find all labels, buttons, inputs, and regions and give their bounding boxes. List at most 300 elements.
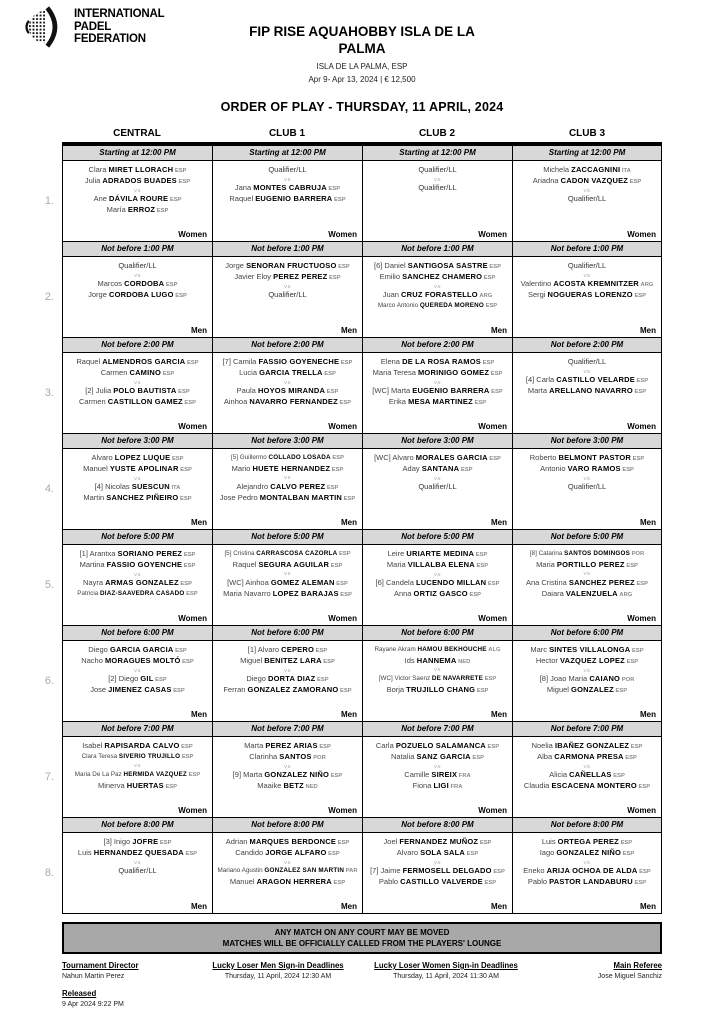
player-first-name: Manuel (83, 463, 110, 473)
vs-label: VS (133, 272, 141, 278)
match-cell (512, 257, 662, 338)
ll-men-deadline-label: Lucky Loser Men Sign-in Deadlines (212, 960, 344, 970)
tournament-director-block (62, 961, 194, 980)
player-country: ESP (185, 359, 199, 366)
match-row (62, 449, 662, 530)
player-last-name: HANNEMA (416, 655, 457, 665)
vs-label: VS (283, 379, 291, 385)
match-time-header: Not before 3:00 PM (362, 434, 512, 449)
team-block (516, 741, 658, 763)
player-line (66, 464, 209, 475)
category-label: Women (627, 229, 656, 239)
match-row (62, 161, 662, 242)
vs-label: VS (133, 763, 141, 769)
player-line (216, 837, 359, 848)
category-label: Men (640, 517, 656, 527)
player-first-name: Pablo (378, 876, 401, 886)
player-last-name: MIRET LLORACH (108, 164, 174, 174)
player-country: ESP (624, 658, 639, 665)
vs-label: VS (283, 283, 291, 289)
player-line (216, 357, 359, 368)
player-first-name: Camille (404, 769, 432, 779)
player-last-name: URIARTE MEDINA (406, 548, 475, 558)
player-last-name: YUSTE APOLINAR (109, 463, 179, 473)
player-last-name: PASTOR LANDABURU (549, 876, 633, 886)
player-line (366, 837, 509, 848)
team-block (366, 549, 509, 571)
player-country: ESP (634, 580, 649, 587)
player-country: ESP (168, 196, 182, 203)
player-country: ESP (322, 370, 336, 377)
player-line (516, 165, 658, 176)
match-time-header: Not before 5:00 PM (362, 530, 512, 545)
match-time-header: Not before 1:00 PM (212, 242, 362, 257)
player-last-name: PORTILLO PEREZ (556, 559, 625, 569)
player-line (66, 397, 209, 408)
logo-line-2: PADEL (74, 20, 112, 33)
ipf-logo-text (74, 8, 164, 45)
player-line (366, 589, 509, 600)
match-cell (62, 449, 212, 530)
player-line (516, 386, 658, 397)
player-line (216, 589, 359, 600)
player-line (66, 741, 209, 752)
player-last-name: CASTILLO VALVERDE (400, 876, 483, 886)
player-first-name: Jorge (88, 289, 109, 299)
court-header-central: CENTRAL (113, 127, 161, 139)
vs-label: VS (433, 859, 441, 865)
team-block (216, 741, 359, 763)
player-last-name: FERMOSELL DELGADO (402, 865, 492, 875)
match-time-header: Starting at 12:00 PM (362, 146, 512, 161)
match-cell (62, 833, 212, 914)
player-first-name: Ainhoa (223, 396, 250, 406)
player-country: ESP (491, 868, 505, 875)
player-country: ESP (171, 687, 185, 694)
player-first-name: Pablo (527, 876, 550, 886)
team-block (216, 549, 359, 571)
team-block (366, 674, 509, 696)
player-country: ESP (467, 591, 482, 598)
player-line (366, 301, 509, 312)
player-country: ESP (472, 399, 487, 406)
player-country: ESP (317, 743, 331, 750)
player-last-name: DÁVILA ROURE (109, 193, 169, 203)
player-last-name: VALENZUELA (565, 588, 618, 598)
category-label: Men (640, 325, 656, 335)
match-cell (212, 257, 362, 338)
player-first-name: [4] Carla (525, 374, 557, 384)
team-block (66, 279, 209, 301)
schedule-row-group (44, 434, 662, 530)
player-first-name: Marc (530, 644, 550, 654)
player-last-name: SOLA SALA (420, 847, 465, 857)
player-last-name: GONZALEZ (571, 684, 614, 694)
player-line (216, 453, 359, 464)
match-time-header: Not before 8:00 PM (62, 818, 212, 833)
player-country: NED (456, 658, 471, 665)
player-last-name: VAZQUEZ LOPEZ (560, 655, 625, 665)
player-country: ITA (620, 167, 631, 174)
category-label: Men (491, 517, 507, 527)
match-time-header: Starting at 12:00 PM (212, 146, 362, 161)
player-line (216, 560, 359, 571)
match-time-header: Not before 6:00 PM (62, 626, 212, 641)
team-block (366, 866, 509, 888)
player-first-name: Juan (382, 289, 402, 299)
player-line (66, 549, 209, 560)
vs-label: VS (283, 763, 291, 769)
player-first-name: Alejandro (236, 481, 271, 491)
player-first-name: Natalia (391, 751, 417, 761)
player-first-name: Jose Pedro (219, 492, 260, 502)
player-last-name: DIAZ-SAAVEDRA CASADO (100, 589, 185, 597)
player-line (366, 781, 509, 792)
player-first-name: Miguel (546, 684, 572, 694)
qualifier-label: Qualifier/LL (567, 356, 607, 366)
player-first-name: [7] Camila (222, 356, 259, 366)
qualifier-label: Qualifier/LL (567, 193, 607, 203)
category-label: Women (178, 229, 207, 239)
notice-line-1: ANY MATCH ON ANY COURT MAY BE MOVED (274, 927, 450, 937)
match-cell (212, 449, 362, 530)
player-country: ESP (325, 484, 339, 491)
player-country: ESP (487, 263, 501, 270)
match-cell (362, 353, 512, 434)
player-first-name: Jose (90, 684, 109, 694)
category-label: Men (191, 709, 207, 719)
player-line (516, 781, 658, 792)
player-last-name: DE LA ROSA RAMOS (402, 356, 481, 366)
player-line (66, 482, 209, 493)
player-first-name: [5] Guillermo (231, 453, 269, 461)
ipf-logo-mark (22, 4, 68, 50)
team-block (366, 453, 509, 475)
player-line (66, 194, 209, 205)
team-block (366, 261, 509, 283)
player-country: ESP (636, 783, 651, 790)
player-first-name: Carmen (78, 396, 108, 406)
player-first-name: Ariadna (532, 175, 561, 185)
team-block (516, 837, 658, 859)
player-line (366, 645, 509, 656)
player-country: ESP (623, 754, 637, 761)
match-cell (362, 449, 512, 530)
player-line (216, 464, 359, 475)
qualifier-label: Qualifier/LL (118, 260, 157, 270)
player-first-name: Hector (535, 655, 560, 665)
player-country: ESP (487, 455, 501, 462)
vs-label: VS (583, 571, 591, 577)
category-label: Women (328, 421, 357, 431)
player-first-name: Martina (79, 559, 107, 569)
player-last-name: CAMINO (129, 367, 162, 377)
player-first-name: Joel (383, 836, 400, 846)
player-last-name: GIL (140, 673, 154, 683)
match-cell (512, 353, 662, 434)
player-last-name: SANCHEZ PIÑEIRO (106, 492, 179, 502)
team-block (216, 674, 359, 696)
match-time-header: Not before 7:00 PM (362, 722, 512, 737)
player-country: ESP (326, 850, 340, 857)
match-time-header: Not before 1:00 PM (362, 242, 512, 257)
event-location: ISLA DE LA PALMA, ESP (316, 61, 408, 71)
category-label: Men (640, 901, 656, 911)
player-first-name: Ane (93, 193, 109, 203)
qualifier-label: Qualifier/LL (268, 289, 307, 299)
row-number: 8. (44, 866, 54, 879)
player-country: ESP (182, 551, 196, 558)
player-first-name: [WC] Alvaro (374, 452, 416, 462)
player-first-name: [WC] Victor Saenz (378, 674, 432, 682)
vs-label: VS (583, 272, 591, 278)
player-first-name: [5] Cristina (224, 549, 257, 557)
match-cell (362, 161, 512, 242)
player-line (366, 848, 509, 859)
player-country: ESP (173, 292, 187, 299)
player-first-name: [9] Marta (232, 769, 265, 779)
main-referee-label: Main Referee (613, 960, 662, 970)
match-time-header: Not before 6:00 PM (512, 626, 662, 641)
team-block (216, 770, 359, 792)
player-line (216, 877, 359, 888)
player-country: ESP (315, 676, 329, 683)
player-country: ESP (632, 292, 647, 299)
category-label: Men (191, 325, 207, 335)
player-first-name: [2] Diego (108, 673, 141, 683)
event-dates-prize: Apr 9- Apr 13, 2024 | € 12,500 (308, 74, 416, 84)
player-first-name: [WC] Ainhoa (227, 577, 271, 587)
player-line (66, 205, 209, 216)
match-cell (62, 737, 212, 818)
schedule-row-group (44, 626, 662, 722)
match-cell (512, 545, 662, 626)
player-last-name: MORINIGO GOMEZ (417, 367, 490, 377)
player-first-name: Fiona (412, 780, 434, 790)
player-country: ESP (183, 850, 198, 857)
category-label: Women (178, 613, 207, 623)
player-first-name: Diego (88, 644, 110, 654)
player-first-name: Ids (404, 655, 417, 665)
match-cell (62, 641, 212, 722)
player-line (366, 877, 509, 888)
player-line (516, 290, 658, 301)
team-block (216, 866, 359, 888)
player-line (216, 261, 359, 272)
vs-label: VS (283, 667, 291, 673)
player-country: ESP (321, 658, 335, 665)
player-line (66, 645, 209, 656)
vs-label: VS (583, 475, 591, 481)
qualifier-label: Qualifier/LL (567, 260, 607, 270)
player-last-name: HERNANDEZ QUESADA (93, 847, 184, 857)
player-country: ESP (489, 388, 503, 395)
player-first-name: Carmen (100, 367, 130, 377)
match-cell (212, 545, 362, 626)
player-first-name: Alba (537, 751, 555, 761)
schedule-row-group (44, 818, 662, 914)
category-label: Women (178, 805, 207, 815)
player-country: ESP (474, 562, 489, 569)
player-last-name: ACOSTA KREMNITZER (553, 278, 639, 288)
match-time-header: Not before 8:00 PM (512, 818, 662, 833)
player-first-name: Mario (231, 463, 253, 473)
category-label: Men (491, 709, 507, 719)
player-line (366, 770, 509, 781)
player-line (366, 386, 509, 397)
player-last-name: ZACCAGNINI (571, 164, 621, 174)
player-country: POR (629, 550, 645, 557)
player-country: ESP (611, 772, 625, 779)
player-first-name: [1] Arantxa (79, 548, 118, 558)
qualifier-label: Qualifier/LL (418, 481, 457, 491)
player-last-name: QUEREDA MORENO (419, 301, 484, 309)
match-row (62, 545, 662, 626)
player-country: ESP (176, 178, 191, 185)
vs-label: VS (583, 667, 591, 673)
player-last-name: ERROZ (127, 204, 156, 214)
player-line (216, 645, 359, 656)
player-country: ESP (338, 591, 352, 598)
player-country: ESP (337, 399, 352, 406)
player-last-name: DE NAVARRETE (431, 674, 483, 682)
player-last-name: MORALES GARCIA (415, 452, 488, 462)
player-country: ESP (637, 868, 651, 875)
player-first-name: Antonio (540, 463, 568, 473)
player-line (66, 770, 209, 781)
team-block (66, 770, 209, 792)
vs-label: VS (583, 859, 591, 865)
player-line (366, 549, 509, 560)
team-block (66, 453, 209, 475)
match-row (62, 257, 662, 338)
player-line (66, 386, 209, 397)
vs-label: VS (433, 571, 441, 577)
match-time-header: Not before 3:00 PM (62, 434, 212, 449)
match-time-header: Not before 8:00 PM (212, 818, 362, 833)
player-country: ESP (631, 455, 645, 462)
player-country: ESP (485, 743, 500, 750)
team-block (366, 837, 509, 859)
player-line (366, 752, 509, 763)
schedule-area (44, 127, 662, 1008)
row-number: 3. (44, 386, 54, 399)
vs-label: VS (133, 859, 141, 865)
match-cell (212, 737, 362, 818)
match-cell (62, 161, 212, 242)
player-line (66, 685, 209, 696)
vs-label: VS (433, 283, 441, 289)
player-country: ESP (632, 388, 647, 395)
player-last-name: MESA MARTINEZ (408, 396, 473, 406)
player-last-name: LUCENDO MILLAN (415, 577, 487, 587)
team-block (366, 578, 509, 600)
player-last-name: SIREIX (431, 769, 458, 779)
player-last-name: GONZALEZ NIÑO (264, 769, 330, 779)
schedule-row-group (44, 338, 662, 434)
player-last-name: FERNANDEZ MUÑOZ (399, 836, 479, 846)
player-country: ESP (474, 551, 488, 558)
player-country: POR (620, 676, 635, 683)
player-first-name: Mariano Agustin (217, 866, 265, 874)
player-first-name: Clarinha (249, 751, 280, 761)
player-first-name: Adrian (225, 836, 250, 846)
player-last-name: HERMIDA VAZQUEZ (123, 770, 187, 778)
player-line (216, 578, 359, 589)
match-cell (212, 641, 362, 722)
player-line (516, 685, 658, 696)
vs-label: VS (133, 571, 141, 577)
row-number: 6. (44, 674, 54, 687)
team-block (516, 866, 658, 888)
player-country: ESP (634, 377, 649, 384)
player-line (516, 674, 658, 685)
player-country: ESP (459, 466, 473, 473)
player-line (66, 837, 209, 848)
player-last-name: CRUZ FORASTELLO (401, 289, 478, 299)
player-country: ESP (334, 580, 348, 587)
category-label: Men (341, 901, 357, 911)
player-last-name: CORDOBA LUGO (109, 289, 174, 299)
category-label: Women (478, 229, 507, 239)
player-line (66, 781, 209, 792)
category-label: Men (191, 901, 207, 911)
player-first-name: Iago (539, 847, 557, 857)
player-first-name: [3] Inigo (103, 836, 133, 846)
vs-label: VS (583, 187, 591, 193)
team-block (366, 741, 509, 763)
player-country: ESP (480, 359, 495, 366)
row-number: 1. (44, 194, 54, 207)
match-time-header: Starting at 12:00 PM (512, 146, 662, 161)
vs-label: VS (583, 763, 591, 769)
match-cell (212, 353, 362, 434)
player-last-name: SEGURA AGUILAR (258, 559, 330, 569)
player-line (66, 493, 209, 504)
match-time-header: Not before 2:00 PM (512, 338, 662, 353)
match-time-header: Not before 6:00 PM (212, 626, 362, 641)
player-last-name: RAPISARDA CALVO (104, 740, 180, 750)
player-first-name: Miguel (240, 655, 265, 665)
category-label: Women (478, 805, 507, 815)
player-first-name: Jorge (225, 260, 247, 270)
category-label: Men (640, 709, 656, 719)
player-line (66, 290, 209, 301)
player-last-name: ARMAS GONZALEZ (105, 577, 179, 587)
team-block (516, 578, 658, 600)
player-country: ALG (486, 646, 501, 653)
player-last-name: SANTIGOSA SASTRE (407, 260, 488, 270)
schedule-row-group (44, 242, 662, 338)
row-number: 2. (44, 290, 54, 303)
team-block (66, 645, 209, 667)
tournament-director-value: Nahun Martin Perez (62, 972, 125, 980)
player-last-name: SORIANO PEREZ (117, 548, 183, 558)
player-line (66, 279, 209, 290)
team-block (66, 549, 209, 571)
team-block (516, 165, 658, 187)
player-country: ESP (613, 687, 628, 694)
player-line (516, 770, 658, 781)
team-block (216, 453, 359, 475)
player-country: ESP (618, 839, 633, 846)
team-block (216, 261, 359, 283)
logo-line-3: FEDERATION (74, 33, 146, 46)
player-line (216, 493, 359, 504)
player-line (516, 848, 658, 859)
team-block (66, 674, 209, 696)
time-header-row (62, 530, 662, 545)
